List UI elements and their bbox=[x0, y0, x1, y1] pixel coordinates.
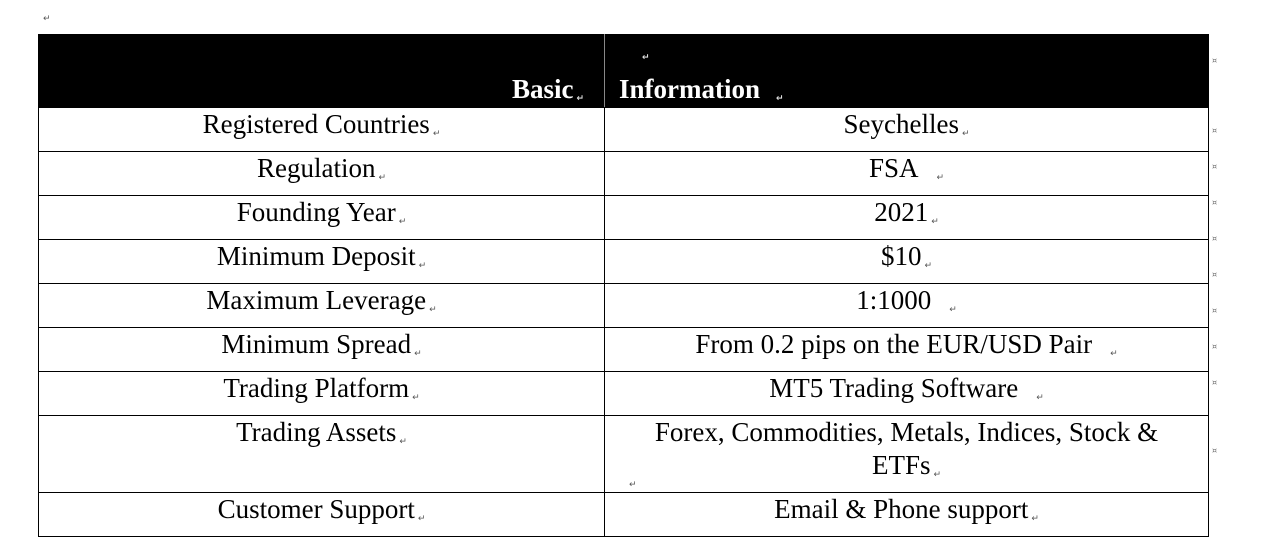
row-label: Minimum Spread bbox=[221, 329, 412, 359]
end-of-row-mark-icon: ¤ bbox=[1212, 270, 1218, 279]
table-row bbox=[39, 196, 1209, 240]
table-row bbox=[39, 493, 1209, 537]
header-cell-information bbox=[605, 35, 1209, 108]
row-value: Forex, Commodities, Metals, Indices, Stock & ETFs bbox=[654, 417, 1159, 480]
paragraph-mark-icon: ↵ bbox=[936, 173, 945, 183]
row-value: MT5 Trading Software bbox=[769, 373, 1019, 403]
table-row bbox=[39, 284, 1209, 328]
row-value: FSA bbox=[868, 153, 919, 183]
end-of-row-mark-icon: ¤ bbox=[1212, 446, 1218, 455]
paragraph-mark-icon: ↵ bbox=[43, 14, 51, 24]
row-label: Trading Platform bbox=[223, 373, 410, 403]
row-value-cell bbox=[605, 372, 1209, 416]
row-label-cell bbox=[39, 372, 605, 416]
row-value-cell bbox=[605, 416, 1209, 493]
end-of-row-mark-icon: ¤ bbox=[1212, 378, 1218, 387]
row-label-cell bbox=[39, 493, 605, 537]
table-header-row bbox=[39, 35, 1209, 108]
end-of-row-mark-icon: ¤ bbox=[1212, 126, 1218, 135]
row-value: Seychelles bbox=[843, 109, 959, 139]
paragraph-mark-icon: ↵ bbox=[1031, 514, 1039, 524]
end-of-row-mark-icon: ¤ bbox=[1212, 198, 1218, 207]
table-row bbox=[39, 240, 1209, 284]
end-of-row-mark-icon: ¤ bbox=[1212, 234, 1218, 243]
end-of-row-mark-icon: ¤ bbox=[1212, 56, 1218, 65]
row-value: 1:1000 bbox=[856, 285, 932, 315]
basic-information-table bbox=[38, 34, 1209, 537]
row-value-cell bbox=[605, 240, 1209, 284]
row-value: $10 bbox=[880, 241, 922, 271]
row-label-cell bbox=[39, 416, 605, 493]
row-label: Maximum Leverage bbox=[206, 285, 427, 315]
paragraph-mark-icon: ↵ bbox=[629, 480, 637, 490]
row-label: Customer Support bbox=[217, 494, 415, 524]
end-of-row-mark-icon: ¤ bbox=[1212, 162, 1218, 171]
row-value-cell bbox=[605, 108, 1209, 152]
table-row bbox=[39, 372, 1209, 416]
row-value: Email & Phone support bbox=[774, 494, 1029, 524]
table-row bbox=[39, 416, 1209, 493]
table-row bbox=[39, 328, 1209, 372]
table-row bbox=[39, 108, 1209, 152]
row-label-cell bbox=[39, 284, 605, 328]
end-of-row-mark-icon: ¤ bbox=[1212, 306, 1218, 315]
paragraph-mark-icon: ↵ bbox=[776, 94, 784, 104]
paragraph-mark-icon: ↵ bbox=[378, 173, 387, 183]
paragraph-mark-icon: ↵ bbox=[412, 393, 420, 403]
row-value-cell bbox=[605, 328, 1209, 372]
row-value: 2021 bbox=[874, 197, 929, 227]
paragraph-mark-icon: ↵ bbox=[949, 305, 957, 315]
row-label: Minimum Deposit bbox=[216, 241, 416, 271]
table-row bbox=[39, 152, 1209, 196]
header-information-label: Information bbox=[619, 74, 760, 104]
row-label-cell bbox=[39, 196, 605, 240]
row-label: Registered Countries bbox=[202, 109, 430, 139]
row-value: From 0.2 pips on the EUR/USD Pair bbox=[695, 329, 1093, 359]
row-value-cell bbox=[605, 152, 1209, 196]
paragraph-mark-icon: ↵ bbox=[933, 470, 942, 480]
row-label-cell bbox=[39, 328, 605, 372]
paragraph-mark-icon: ↵ bbox=[931, 217, 939, 227]
row-label-cell bbox=[39, 152, 605, 196]
paragraph-mark-icon: ↵ bbox=[432, 129, 441, 139]
paragraph-mark-icon: ↵ bbox=[417, 514, 426, 524]
paragraph-mark-icon: ↵ bbox=[1110, 349, 1118, 359]
paragraph-mark-icon: ↵ bbox=[576, 94, 584, 104]
header-basic-label: Basic bbox=[511, 74, 574, 104]
row-label: Founding Year bbox=[236, 197, 396, 227]
row-label-cell bbox=[39, 108, 605, 152]
paragraph-mark-icon: ↵ bbox=[399, 437, 407, 447]
paragraph-mark-icon: ↵ bbox=[961, 129, 970, 139]
row-value-cell bbox=[605, 196, 1209, 240]
row-label: Trading Assets bbox=[236, 417, 397, 447]
end-of-row-mark-icon: ¤ bbox=[1212, 342, 1218, 351]
paragraph-mark-icon: ↵ bbox=[429, 305, 437, 315]
paragraph-mark-icon: ↵ bbox=[398, 217, 407, 227]
row-value-cell bbox=[605, 493, 1209, 537]
paragraph-mark-icon: ↵ bbox=[418, 261, 427, 271]
row-label-cell bbox=[39, 240, 605, 284]
paragraph-mark-icon: ↵ bbox=[642, 53, 650, 63]
paragraph-mark-icon: ↵ bbox=[924, 261, 933, 271]
row-value-cell bbox=[605, 284, 1209, 328]
row-label: Regulation bbox=[256, 153, 376, 183]
paragraph-mark-icon: ↵ bbox=[414, 349, 422, 359]
paragraph-mark-icon: ↵ bbox=[1036, 393, 1044, 403]
header-cell-basic bbox=[39, 35, 605, 108]
